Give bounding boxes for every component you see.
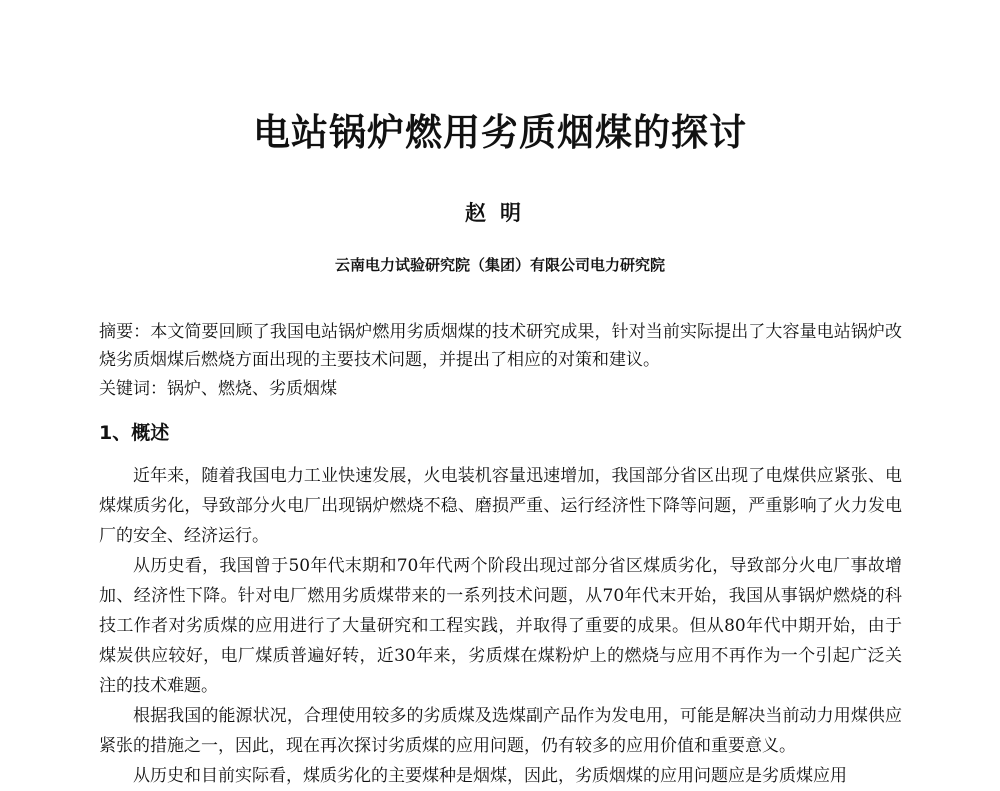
author-affiliation: 云南电力试验研究院（集团）有限公司电力研究院 bbox=[334, 256, 665, 274]
body-paragraph: 根据我国的能源状况，合理使用较多的劣质煤及选煤副产品作为发电用，可能是解决当前动力用煤供应紧张的措施之一，因此，现在再次探讨劣质煤的应用问题，仍有较多的应用价值和重要意义。 bbox=[99, 706, 902, 756]
body-paragraph: 从历史和目前实际看，煤质劣化的主要煤种是烟煤，因此，劣质烟煤的应用问题应是劣质煤应用 bbox=[133, 766, 847, 786]
body-paragraph: 近年来，随着我国电力工业快速发展，火电装机容量迅速增加，我国部分省区出现了电煤供应紧张、电煤煤质劣化，导致部分火电厂出现锅炉燃烧不稳、磨损严重、运行经济性下降等问题，严重影响了火力发电厂的安全、经济运行。 bbox=[99, 466, 902, 546]
keywords: 关键词：锅炉、燃烧、劣质烟煤 bbox=[99, 379, 337, 399]
paper-title: 电站锅炉燃用劣质烟煤的探讨 bbox=[253, 111, 747, 154]
section-body bbox=[99, 461, 902, 791]
author-name: 赵明 bbox=[465, 200, 535, 225]
section-heading-overview: 1、概述 bbox=[99, 422, 170, 444]
abstract: 摘要：本文简要回顾了我国电站锅炉燃用劣质烟煤的技术研究成果，针对当前实际提出了大容量电站锅炉改烧劣质烟煤后燃烧方面出现的主要技术问题，并提出了相应的对策和建议。 bbox=[99, 322, 902, 370]
body-paragraph: 从历史看，我国曾于50年代末期和70年代两个阶段出现过部分省区煤质劣化，导致部分火电厂事故增加、经济性下降。针对电厂燃用劣质煤带来的一系列技术问题，从70年代末开始，我国从事锅炉燃烧的科技工作者对劣质煤的应用进行了大量研究和工程实践，并取得了重要的成果。但从80年代中期开始，由于煤炭供应较好，电厂煤质普遍好转，近30年来，劣质煤在煤粉炉上的燃烧与应用不再作为一个引起广泛关注的技术难题。 bbox=[99, 556, 902, 696]
